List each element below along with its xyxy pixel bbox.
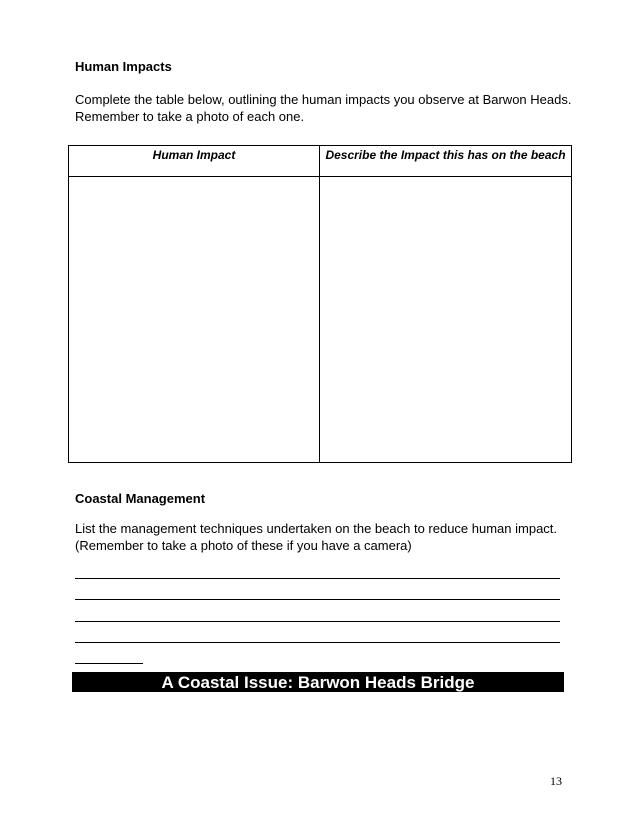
answer-line[interactable] — [75, 621, 560, 622]
answer-line[interactable] — [75, 578, 560, 579]
answer-line-short[interactable] — [75, 663, 143, 664]
table-row — [69, 177, 572, 463]
table-header-row — [69, 146, 572, 177]
page-number: 13 — [550, 774, 562, 788]
section-banner: A Coastal Issue: Barwon Heads Bridge — [72, 672, 564, 692]
coastal-management-instructions: List the management techniques undertaken on the beach to reduce human impact. (Remember to take a photo of these if you have a camera) — [75, 521, 558, 553]
human-impacts-table — [68, 145, 572, 463]
answer-line[interactable] — [75, 642, 560, 643]
impact-description-cell[interactable] — [320, 177, 572, 463]
coastal-management-heading: Coastal Management — [75, 491, 206, 506]
human-impact-cell[interactable] — [69, 177, 320, 463]
table-header-human-impact: Human Impact — [69, 146, 320, 177]
human-impacts-instructions: Complete the table below, outlining the human impacts you observe at Barwon Heads. Remember to take a photo of each one. — [75, 92, 572, 124]
answer-line[interactable] — [75, 599, 560, 600]
human-impacts-heading: Human Impacts — [75, 59, 172, 74]
table-header-describe-impact: Describe the Impact this has on the beach — [320, 146, 572, 177]
